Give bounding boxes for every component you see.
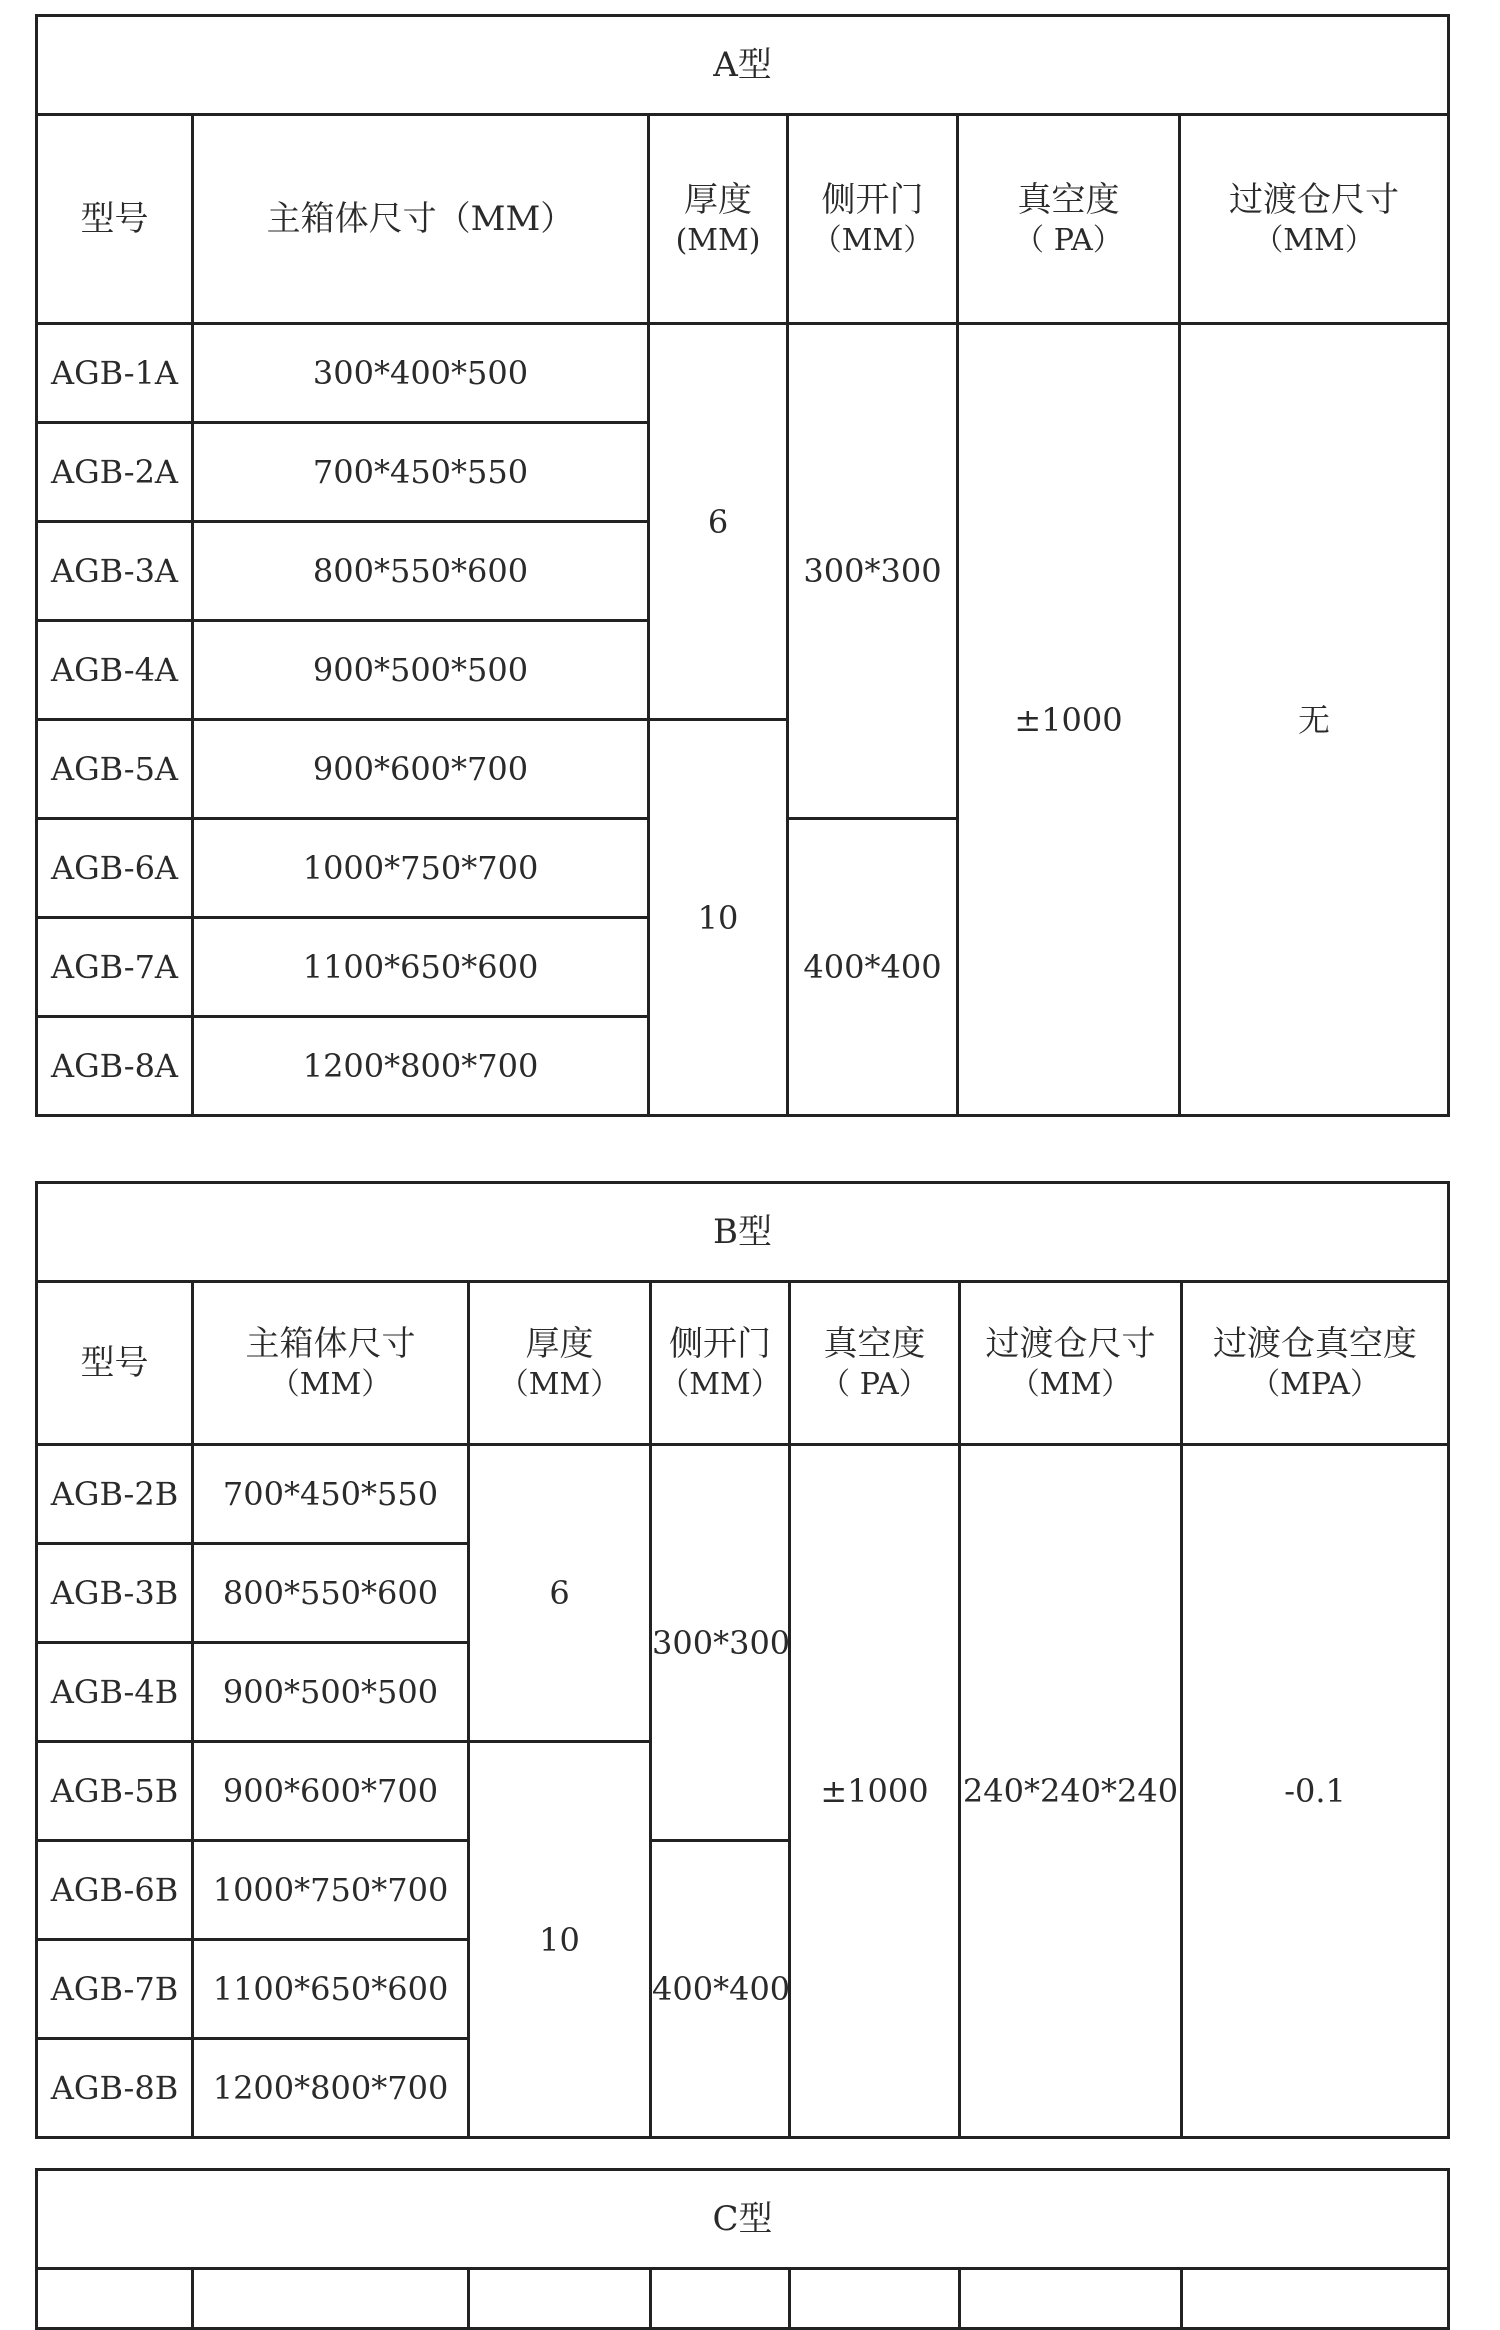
model-cell: AGB-5B bbox=[37, 1742, 193, 1841]
side-door-cell: 300*300 bbox=[788, 324, 958, 819]
header-transition-size bbox=[1180, 115, 1449, 324]
thickness-cell: 6 bbox=[649, 324, 788, 720]
header-transition-vacuum-label: 过渡仓真空度 bbox=[1213, 1324, 1418, 1364]
transition-size-cell: 无 bbox=[1180, 324, 1449, 1116]
size-cell: 900*500*500 bbox=[193, 1643, 469, 1742]
size-cell: 700*450*550 bbox=[193, 423, 649, 522]
header-cell bbox=[193, 2269, 469, 2329]
size-cell: 1200*800*700 bbox=[193, 2039, 469, 2138]
vacuum-cell: ±1000 bbox=[790, 1445, 960, 2138]
thickness-cell: 10 bbox=[649, 720, 788, 1116]
table-row bbox=[37, 1445, 1449, 1544]
model-cell: AGB-2A bbox=[37, 423, 193, 522]
header-thickness-label: 厚度 bbox=[684, 180, 752, 220]
header-box-size-unit: （MM） bbox=[269, 1366, 392, 1402]
model-cell: AGB-2B bbox=[37, 1445, 193, 1544]
header-transition-vacuum bbox=[1182, 1282, 1449, 1445]
table-c bbox=[35, 2168, 1450, 2330]
header-transition-size-label: 过渡仓尺寸 bbox=[985, 1324, 1156, 1364]
header-box-size-label: 主箱体尺寸 bbox=[245, 1324, 416, 1364]
model-cell: AGB-5A bbox=[37, 720, 193, 819]
header-thickness-label: 厚度 bbox=[525, 1324, 594, 1364]
header-side-door bbox=[788, 115, 958, 324]
size-cell: 1100*650*600 bbox=[193, 918, 649, 1017]
side-door-cell: 300*300 bbox=[651, 1445, 790, 1841]
header-cell bbox=[469, 2269, 651, 2329]
header-side-door-unit: （MM） bbox=[659, 1366, 781, 1402]
model-cell: AGB-7B bbox=[37, 1940, 193, 2039]
side-door-cell: 400*400 bbox=[651, 1841, 790, 2138]
header-transition-vacuum-unit: （MPA） bbox=[1250, 1366, 1380, 1402]
size-cell: 700*450*550 bbox=[193, 1445, 469, 1544]
model-cell: AGB-6B bbox=[37, 1841, 193, 1940]
size-cell: 1100*650*600 bbox=[193, 1940, 469, 2039]
header-vacuum bbox=[790, 1282, 960, 1445]
size-cell: 900*500*500 bbox=[193, 621, 649, 720]
header-vacuum-label: 真空度 bbox=[1017, 180, 1120, 220]
header-thickness-unit: (MM) bbox=[675, 222, 761, 258]
side-door-cell: 400*400 bbox=[788, 819, 958, 1116]
model-cell: AGB-6A bbox=[37, 819, 193, 918]
model-cell: AGB-3B bbox=[37, 1544, 193, 1643]
header-transition-size-label: 过渡仓尺寸 bbox=[1229, 180, 1400, 220]
vacuum-cell: ±1000 bbox=[958, 324, 1180, 1116]
model-cell: AGB-4B bbox=[37, 1643, 193, 1742]
table-a bbox=[35, 14, 1450, 1117]
header-cell bbox=[1182, 2269, 1449, 2329]
header-vacuum bbox=[958, 115, 1180, 324]
header-model: 型号 bbox=[37, 1282, 193, 1445]
header-box-size bbox=[193, 1282, 469, 1445]
table-b-title: B型 bbox=[37, 1183, 1449, 1282]
header-transition-size-unit: （MM） bbox=[1009, 1366, 1132, 1402]
header-box-size: 主箱体尺寸（MM） bbox=[193, 115, 649, 324]
header-cell bbox=[37, 2269, 193, 2329]
model-cell: AGB-8A bbox=[37, 1017, 193, 1116]
header-vacuum-unit: （ PA） bbox=[820, 1366, 929, 1402]
table-a-title: A型 bbox=[37, 16, 1449, 115]
model-cell: AGB-8B bbox=[37, 2039, 193, 2138]
thickness-cell: 6 bbox=[469, 1445, 651, 1742]
header-side-door bbox=[651, 1282, 790, 1445]
size-cell: 1000*750*700 bbox=[193, 819, 649, 918]
size-cell: 300*400*500 bbox=[193, 324, 649, 423]
header-transition-size bbox=[960, 1282, 1182, 1445]
header-model: 型号 bbox=[37, 115, 193, 324]
model-cell: AGB-3A bbox=[37, 522, 193, 621]
size-cell: 800*550*600 bbox=[193, 1544, 469, 1643]
header-cell bbox=[960, 2269, 1182, 2329]
header-cell bbox=[790, 2269, 960, 2329]
model-cell: AGB-1A bbox=[37, 324, 193, 423]
size-cell: 1000*750*700 bbox=[193, 1841, 469, 1940]
header-vacuum-label: 真空度 bbox=[823, 1324, 926, 1364]
size-cell: 900*600*700 bbox=[193, 1742, 469, 1841]
header-thickness bbox=[469, 1282, 651, 1445]
header-side-door-unit: （MM） bbox=[811, 222, 934, 258]
table-c-title: C型 bbox=[37, 2170, 1449, 2269]
transition-vacuum-cell: -0.1 bbox=[1182, 1445, 1449, 2138]
transition-size-cell: 240*240*240 bbox=[960, 1445, 1182, 2138]
header-cell bbox=[651, 2269, 790, 2329]
table-row bbox=[37, 324, 1449, 423]
size-cell: 900*600*700 bbox=[193, 720, 649, 819]
header-side-door-label: 侧开门 bbox=[669, 1324, 771, 1364]
header-vacuum-unit: （ PA） bbox=[1014, 222, 1123, 258]
thickness-cell: 10 bbox=[469, 1742, 651, 2138]
model-cell: AGB-7A bbox=[37, 918, 193, 1017]
header-thickness bbox=[649, 115, 788, 324]
header-side-door-label: 侧开门 bbox=[821, 180, 924, 220]
header-thickness-unit: （MM） bbox=[498, 1366, 621, 1402]
size-cell: 1200*800*700 bbox=[193, 1017, 649, 1116]
header-transition-size-unit: （MM） bbox=[1253, 222, 1375, 258]
table-b bbox=[35, 1181, 1450, 2139]
model-cell: AGB-4A bbox=[37, 621, 193, 720]
size-cell: 800*550*600 bbox=[193, 522, 649, 621]
